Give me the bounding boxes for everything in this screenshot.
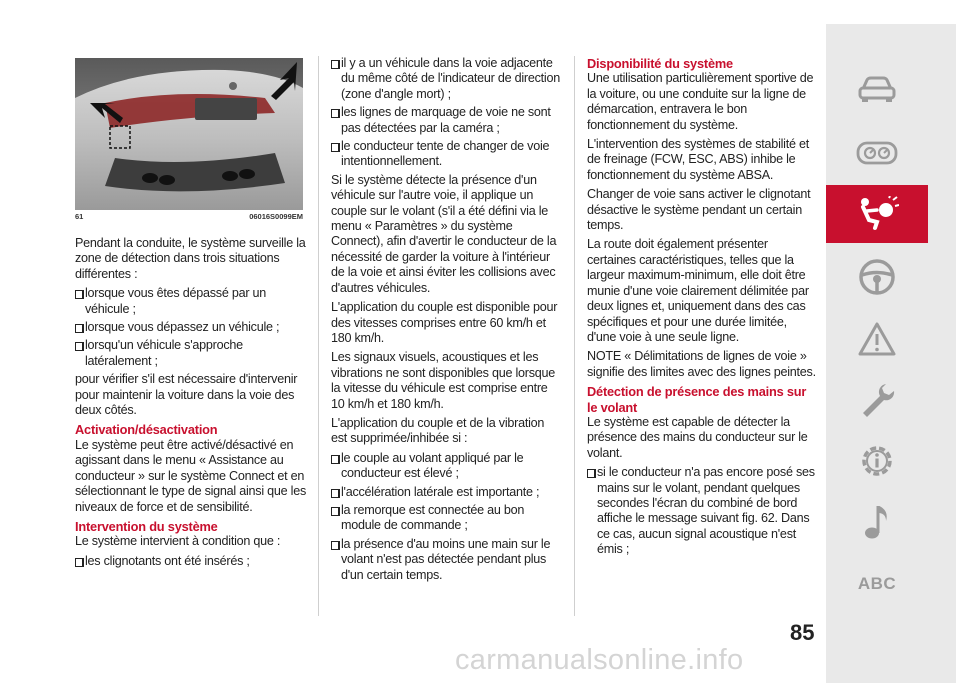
paragraph: Pendant la conduite, le système surveille la zone de détection dans trois situations différentes : (75, 236, 306, 281)
dashboard-icon (856, 140, 898, 166)
gear-info-icon (858, 442, 896, 480)
paragraph: Le système est capable de détecter la présence des mains du conducteur sur le volant. (587, 414, 808, 460)
car-rear-figure (75, 58, 303, 210)
car-rear-illustration (75, 58, 303, 210)
paragraph: L'application du couple et de la vibration est supprimée/inhibée si : (331, 415, 545, 446)
sidebar-item-index[interactable] (826, 555, 928, 613)
list-item: l'accélération latérale est importante ; (331, 485, 563, 500)
sidebar-item-dashboard[interactable] (826, 124, 928, 182)
paragraph: Si le système détecte la présence d'un véhicule sur l'autre voie, il applique un couple sur le volant (s'il a été défini via le menu « Paramètres » du système Connect), afin d'avertir le conducteur de la nécessité de garder la voiture à l'intérieur de la voie et ainsi éviter les collisions avec d'autres véhicules. (331, 172, 557, 295)
chapter-sidebar (826, 24, 956, 683)
list-item: les clignotants ont été insérés ; (75, 554, 307, 569)
car-icon (857, 75, 897, 105)
column-1 (75, 236, 307, 572)
index-label: ABC (857, 574, 897, 593)
paragraph: NOTE « Délimitations de lignes de voie » signifie des limites avec des lignes peintes. (587, 349, 816, 379)
section-heading: Activation/désactivation (75, 422, 218, 438)
paragraph: Une utilisation particulièrement sportive de la voiture, ou une conduite sur la ligne de démarcation, entravera le bon fonctionnement du système. (587, 71, 814, 132)
paragraph: L'intervention des systèmes de stabilité et de freinage (FCW, ESC, ABS) inhibe le fonctionnement du système ABSA. (587, 137, 809, 182)
paragraph: Changer de voie sans activer le clignotant désactive le système pendant un certain temps. (587, 187, 811, 233)
section-heading: Détection de présence des mains sur le volant (587, 384, 807, 415)
wrench-icon (858, 381, 896, 419)
sidebar-item-warnings[interactable] (826, 310, 928, 368)
section-heading: Intervention du système (75, 518, 218, 534)
warning-triangle-icon (857, 321, 897, 357)
sidebar-item-multimedia[interactable] (826, 493, 928, 551)
list-item: la présence d'au moins une main sur le volant n'est pas détectée pendant plus d'un certain temps. (331, 537, 563, 583)
paragraph: Les signaux visuels, acoustiques et les vibrations ne sont disponibles que lorsque la vitesse du véhicule est comprise entre 10 km/h et 180 km/h. (331, 350, 556, 411)
figure-caption (75, 212, 303, 221)
column-2 (331, 56, 563, 586)
sidebar-item-driving[interactable] (826, 248, 928, 306)
sidebar-item-technical[interactable] (826, 432, 928, 490)
paragraph: Le système peut être activé/désactivé en agissant dans le menu « Assistance au conducteur » sur le système Connect et en sélectionnant le type de signal ainsi que les niveaux de force et de sensibilité. (75, 437, 306, 514)
sidebar-item-safety[interactable] (826, 185, 928, 243)
column-divider (318, 56, 319, 616)
list-item: le conducteur tente de changer de voie intentionnellement. (331, 139, 563, 170)
page-number: 85 (790, 620, 815, 645)
paragraph: Le système intervient à condition que : (75, 534, 281, 549)
figure-number: 61 (75, 212, 84, 221)
steering-wheel-icon (858, 258, 896, 296)
watermark: carmanualsonline.info (455, 644, 744, 676)
column-3 (587, 56, 819, 561)
list-item: lorsqu'un véhicule s'approche latéralement ; (75, 338, 307, 369)
column-divider (574, 56, 575, 616)
sidebar-item-car[interactable] (826, 61, 928, 119)
list-item: lorsque vous êtes dépassé par un véhicule ; (75, 286, 307, 317)
paragraph: pour vérifier s'il est nécessaire d'intervenir pour maintenir la voiture dans la voie des deux côtés. (75, 372, 298, 418)
list-item: il y a un véhicule dans la voie adjacente du même côté de l'indicateur de direction (zone d'angle mort) ; (331, 56, 563, 102)
list-item: la remorque est connectée au bon module de commande ; (331, 503, 563, 534)
airbag-icon (855, 196, 899, 232)
music-note-icon (862, 503, 892, 541)
paragraph: La route doit également présenter certaines caractéristiques, telles que la largeur maximum-minimum, elle doit être munie d'une voie clairement délimitée par deux lignes et, uniquement dans des cas spécifiques et pour une durée limitée, d'une voie à une seule ligne. (587, 237, 809, 344)
list-item: le couple au volant appliqué par le conducteur est élevé ; (331, 451, 563, 482)
paragraph: L'application du couple est disponible pour des vitesses comprises entre 60 km/h et 180 km/h. (331, 300, 558, 345)
list-item: si le conducteur n'a pas encore posé ses mains sur le volant, pendant quelques secondes l'écran du combiné de bord affiche le message suivant fig. 62. Dans ce cas, aucun signal acoustique n'est émis ; (587, 465, 819, 557)
section-heading: Disponibilité du système (587, 56, 733, 71)
list-item: lorsque vous dépassez un véhicule ; (75, 320, 307, 335)
list-item: les lignes de marquage de voie ne sont pas détectées par la caméra ; (331, 105, 563, 136)
sidebar-item-maintenance[interactable] (826, 371, 928, 429)
figure-code: 06016S0099EM (249, 212, 303, 221)
